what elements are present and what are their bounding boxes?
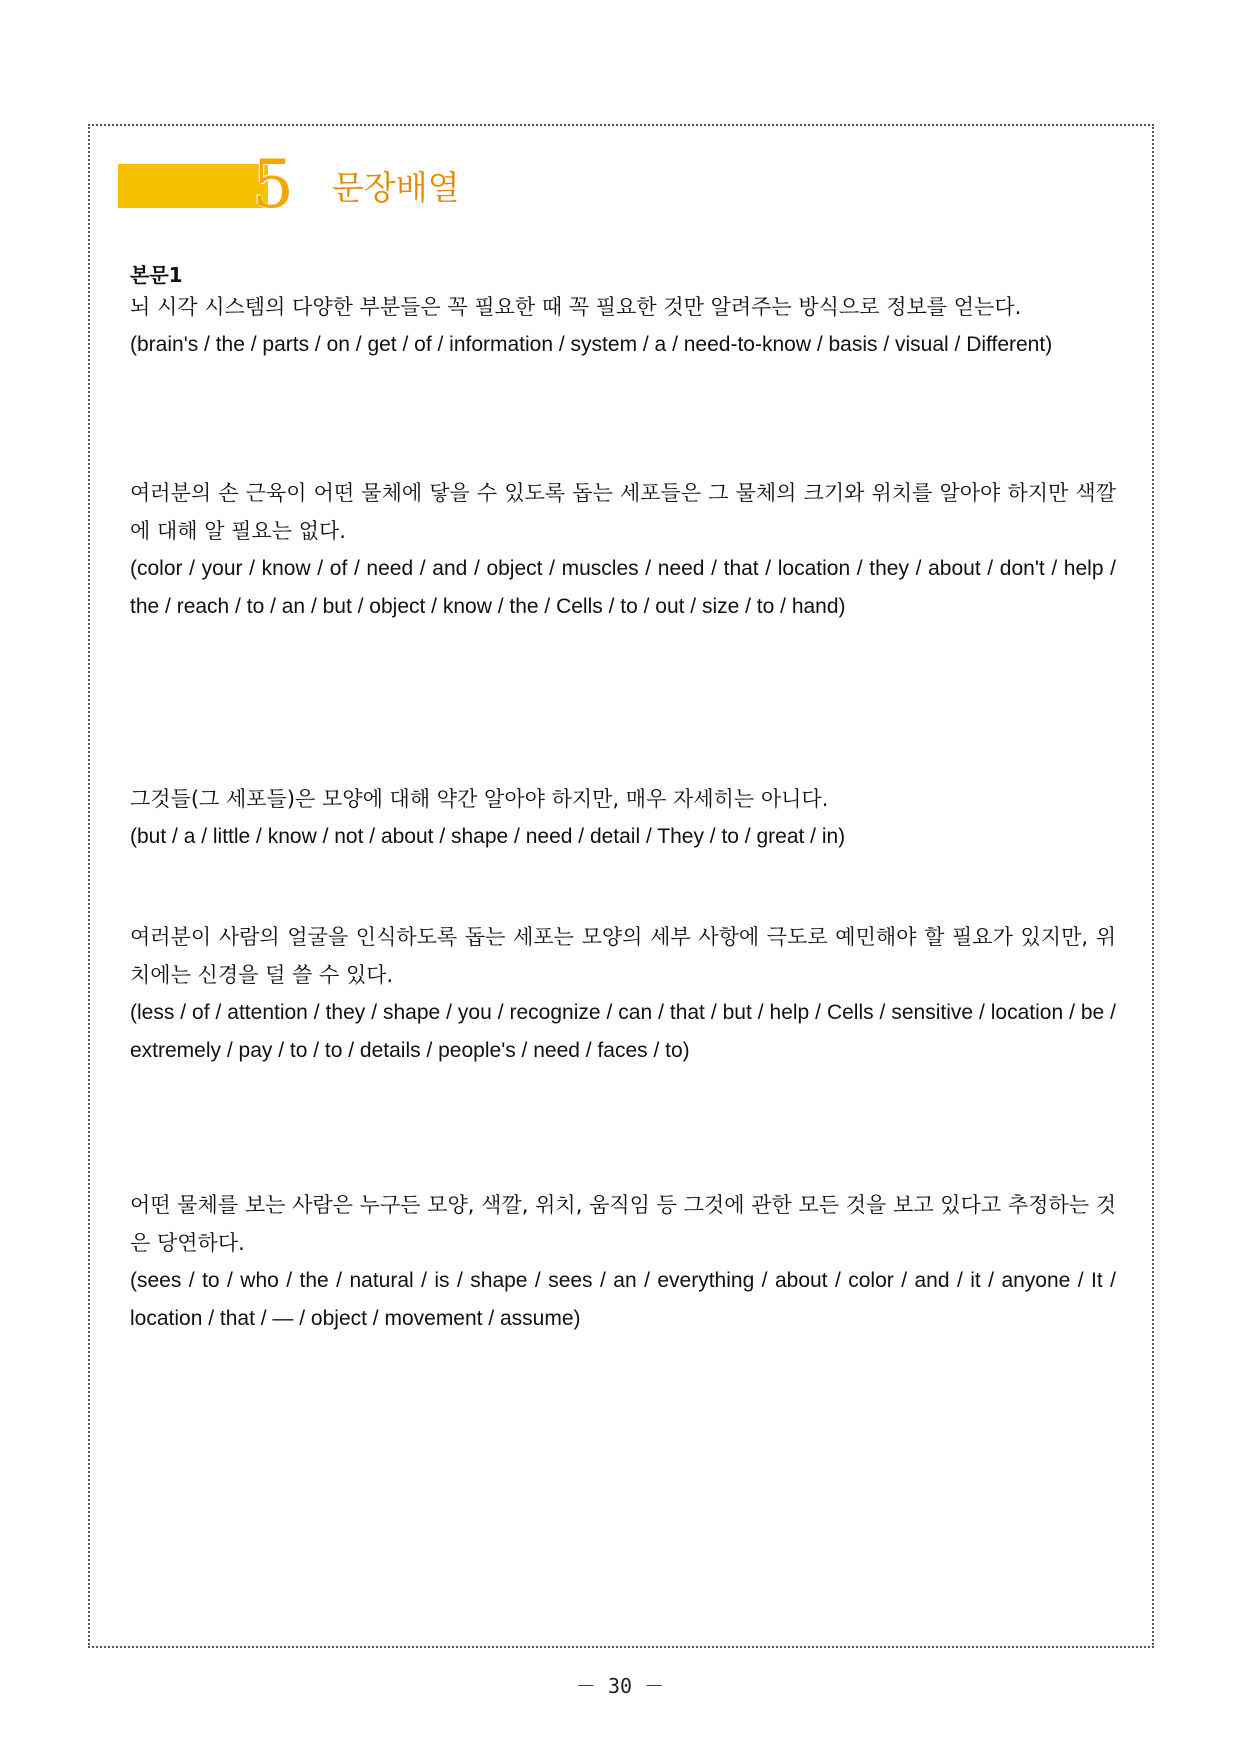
exercise-item-5 [130,1186,1116,1338]
word-scramble: (sees / to / who / the / natural / is / shape / sees / an / everything / about / color / and / it / anyone / It / location / that / — / object / movement / assume) [130,1269,1116,1330]
page-number: － 30 － [575,1674,665,1698]
exercise-item-1 [130,288,1116,474]
header-accent-bar [118,164,268,208]
exercise-item-4 [130,918,1116,1186]
section-title: 문장배열 [332,168,460,207]
exercise-item-3 [130,780,1116,918]
section-header [118,146,618,223]
passage-label: 본문1 [130,263,183,287]
word-scramble: (brain's / the / parts / on / get / of / information / system / a / need-to-know / basis / visual / Different) [130,333,1053,356]
exercise-content [130,262,1116,1338]
korean-sentence: 그것들(그 세포들)은 모양에 대해 약간 알아야 하지만, 매우 자세히는 아니다. [130,787,829,811]
korean-sentence: 여러분의 손 근육이 어떤 물체에 닿을 수 있도록 돕는 세포들은 그 물체의 크기와 위치를 알아야 하지만 색깔에 대해 알 필요는 없다. [130,481,1116,543]
korean-sentence: 어떤 물체를 보는 사람은 누구든 모양, 색깔, 위치, 움직임 등 그것에 관한 모든 것을 보고 있다고 추정하는 것은 당연하다. [130,1193,1116,1255]
word-scramble: (but / a / little / know / not / about / shape / need / detail / They / to / great / in) [130,825,846,848]
korean-sentence: 여러분이 사람의 얼굴을 인식하도록 돕는 세포는 모양의 세부 사항에 극도로 예민해야 할 필요가 있지만, 위치에는 신경을 덜 쓸 수 있다. [130,925,1116,987]
exercise-item-2 [130,474,1116,780]
word-scramble: (color / your / know / of / need / and / object / muscles / need / that / location / they / about / don't / help / the / reach / to / an / but / object / know / the / Cells / to / out / size / to / hand) [130,557,1116,618]
word-scramble: (less / of / attention / they / shape / you / recognize / can / that / but / help / Cells / sensitive / location / be / extremely / pay / to / to / details / people's / need / faces / to) [130,1001,1116,1062]
korean-sentence: 뇌 시각 시스템의 다양한 부분들은 꼭 필요한 때 꼭 필요한 것만 알려주는 방식으로 정보를 얻는다. [130,295,1022,319]
section-number: 5 [252,146,294,223]
